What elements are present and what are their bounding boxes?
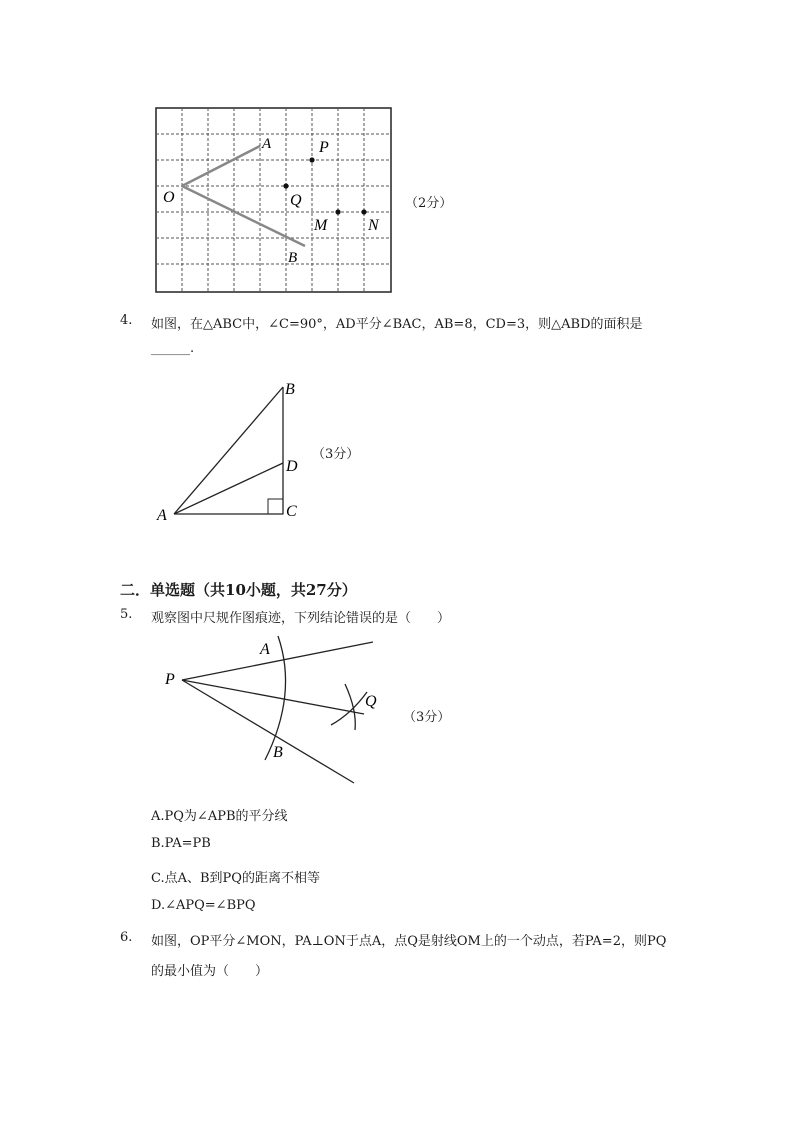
q5-number: 5. (120, 607, 133, 622)
grid-lines (156, 108, 391, 292)
label-D: D (286, 458, 298, 475)
q5-option-b: B.PA=PB (151, 836, 211, 851)
q6-line1: 如图，OP平分∠MON，PA⊥ON于点A，点Q是射线OM上的一个动点，若PA=2，则PQ (151, 934, 667, 949)
q4-blank: ______. (151, 341, 195, 356)
q5-option-d: D.∠APQ=∠BPQ (151, 898, 256, 913)
label-P: P (319, 139, 329, 156)
label-Q: Q (365, 693, 377, 710)
label-Q: Q (290, 192, 302, 209)
label-P: P (165, 671, 175, 688)
triangle-figure (150, 374, 310, 528)
label-M: M (314, 217, 328, 234)
segment-AB (174, 387, 283, 514)
point-N (361, 209, 366, 214)
label-C: C (286, 503, 297, 520)
label-B: B (273, 744, 283, 761)
segment-AD (174, 463, 283, 514)
score-q5: （3分） (403, 710, 451, 725)
label-N: N (368, 217, 379, 234)
label-A: A (157, 507, 167, 524)
point-P (309, 157, 314, 162)
point-Q (283, 183, 288, 188)
label-B: B (285, 381, 295, 398)
q6-number: 6. (120, 930, 133, 945)
q6-line2: 的最小值为（ ） (151, 964, 269, 979)
label-B: B (288, 250, 298, 266)
q4-number: 4. (120, 313, 133, 328)
q4-text: 如图，在△ABC中，∠C=90°，AD平分∠BAC，AB=8，CD=3，则△ABD的面积是 (151, 317, 643, 332)
label-A: A (260, 641, 270, 658)
score-q4: （3分） (312, 447, 360, 462)
q5-option-a: A.PQ为∠APB的平分线 (151, 809, 288, 824)
label-A: A (262, 136, 272, 152)
q5-text: 观察图中尺规作图痕迹，下列结论错误的是（ ） (151, 611, 451, 626)
ray-PA (182, 642, 373, 680)
score-fig1: （2分） (405, 196, 453, 211)
q5-option-c: C.点A、B到PQ的距离不相等 (151, 871, 320, 886)
right-angle-mark (268, 499, 283, 514)
construction-figure (150, 632, 390, 787)
grid-figure (150, 104, 400, 298)
ray-OA (182, 146, 260, 186)
label-O: O (163, 189, 175, 206)
point-M (335, 209, 340, 214)
ray-OB (182, 186, 305, 246)
section-title: 二．单选题（共10小题，共27分） (120, 581, 357, 599)
